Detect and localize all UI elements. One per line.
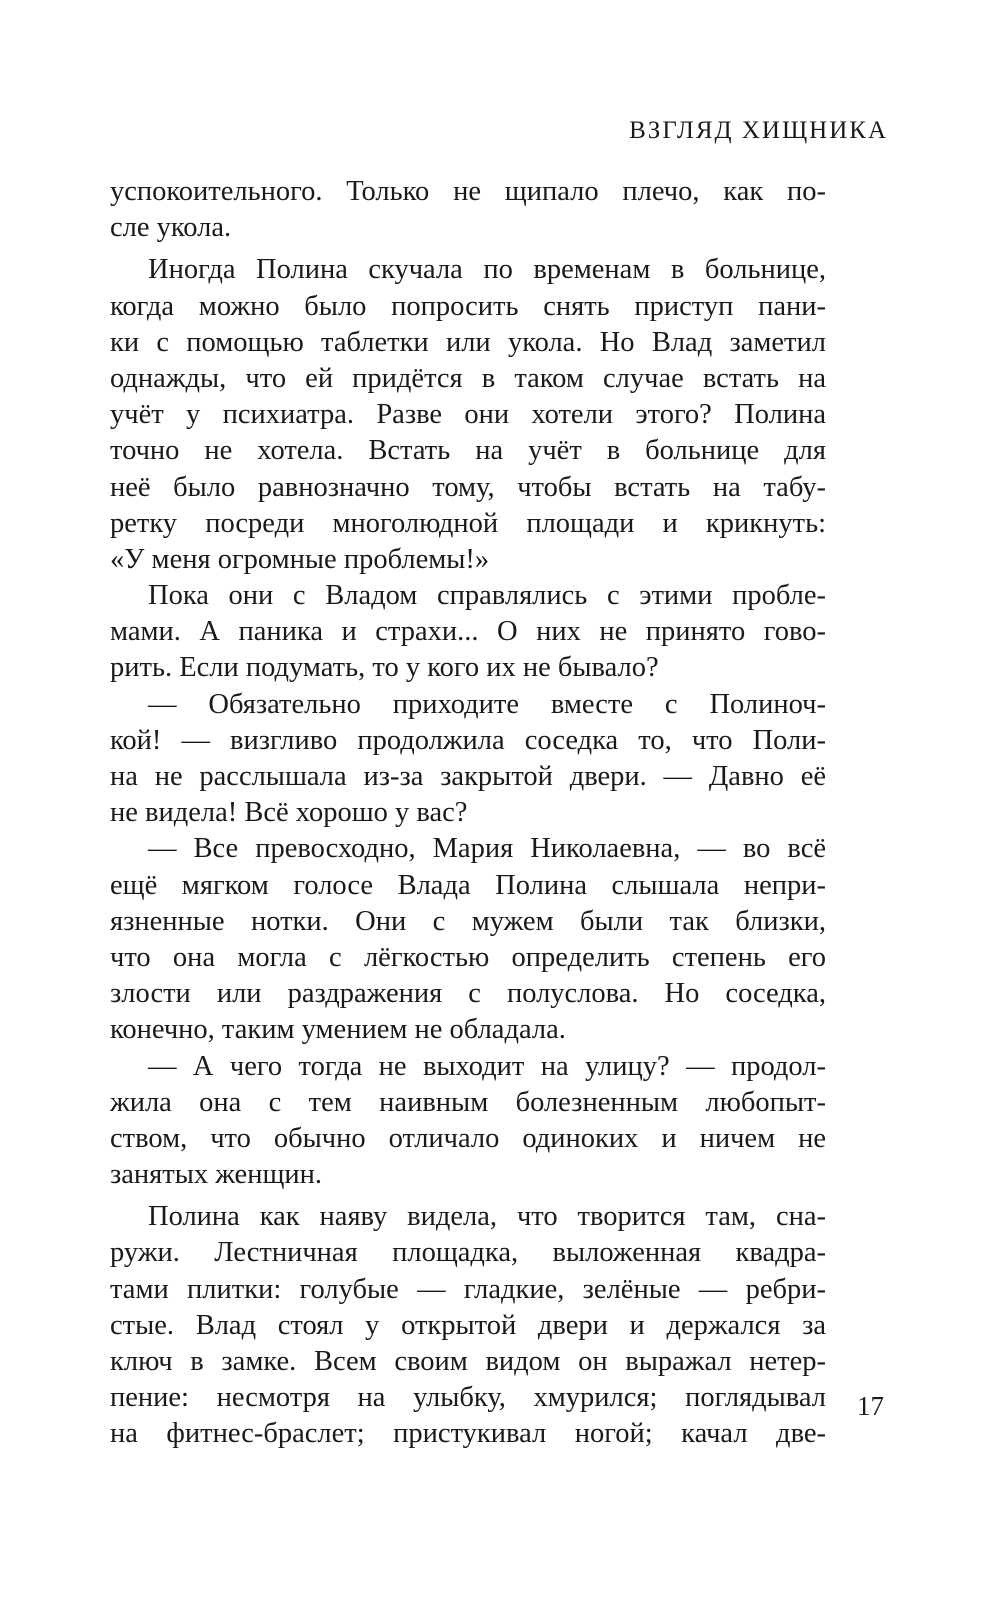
text-line: — Все превосходно, Мария Николаевна, — во всё: [148, 833, 826, 865]
text-line: ружи. Лестничная площадка, выложенная квадра-: [110, 1237, 826, 1269]
text-line: занятых женщин.: [110, 1159, 323, 1191]
body-text: [110, 174, 826, 1453]
text-line: злости или раздражения с полуслова. Но соседка,: [110, 978, 826, 1010]
running-head: ВЗГЛЯД ХИЩНИКА: [629, 117, 888, 144]
text-line: однажды, что ей придётся в таком случае встать на: [110, 362, 826, 394]
text-line: конечно, таким умением не обладала.: [110, 1014, 566, 1046]
text-line: ретку посреди многолюдной площади и крикнуть:: [110, 507, 826, 539]
text-line: на не расслышала из-за закрытой двери. — Давно её: [110, 761, 826, 792]
text-line: мами. А паника и страхи... О них не принято гово-: [110, 616, 826, 648]
text-line: кой! — визгливо продолжила соседка то, что Поли-: [110, 724, 826, 756]
text-line: стые. Влад стоял у открытой двери и держался за: [110, 1309, 826, 1341]
text-line: — А чего тогда не выходит на улицу? — продол-: [148, 1050, 826, 1082]
text-line: ещё мягком голосе Влада Полина слышала непри-: [110, 869, 826, 901]
text-line: «У меня огромные проблемы!»: [110, 543, 490, 575]
text-line: не видела! Всё хорошо у вас?: [110, 797, 468, 829]
text-line: Пока они с Владом справлялись с этими пробле-: [148, 580, 826, 612]
text-line: ки с помощью таблетки или укола. Но Влад заметил: [110, 326, 826, 358]
text-line: когда можно было попросить снять приступ пани-: [110, 290, 826, 322]
text-line: сле укола.: [110, 212, 232, 244]
text-line: тами плитки: голубые — гладкие, зелёные — ребри-: [110, 1273, 826, 1305]
text-line: пение: несмотря на улыбку, хмурился; поглядывал: [110, 1382, 826, 1414]
text-line: ством, что обычно отличало одиноких и ничем не: [110, 1122, 826, 1154]
text-line: язненные нотки. Они с мужем были так близки,: [110, 905, 826, 937]
text-line: учёт у психиатра. Разве они хотели этого? Полина: [110, 399, 826, 431]
text-line: рить. Если подумать, то у кого их не бывало?: [110, 652, 659, 684]
page-number: 17: [857, 1391, 884, 1421]
text-line: ключ в замке. Всем своим видом он выражал нетер-: [110, 1346, 826, 1377]
text-line: Иногда Полина скучала по временам в больнице,: [148, 254, 826, 286]
text-line: что она могла с лёгкостью определить степень его: [110, 941, 826, 973]
text-line: Полина как наяву видела, что творится там, сна-: [148, 1201, 826, 1233]
text-line: неё было равнозначно тому, чтобы встать на табу-: [110, 471, 826, 503]
text-line: — Обязательно приходите вместе с Полиноч-: [148, 688, 826, 720]
text-line: на фитнес-браслет; пристукивал ногой; качал две-: [110, 1418, 826, 1450]
text-line: успокоительного. Только не щипало плечо, как по-: [110, 176, 826, 207]
text-line: точно не хотела. Встать на учёт в больнице для: [110, 435, 826, 467]
text-line: жила она с тем наивным болезненным любопыт-: [110, 1086, 826, 1118]
